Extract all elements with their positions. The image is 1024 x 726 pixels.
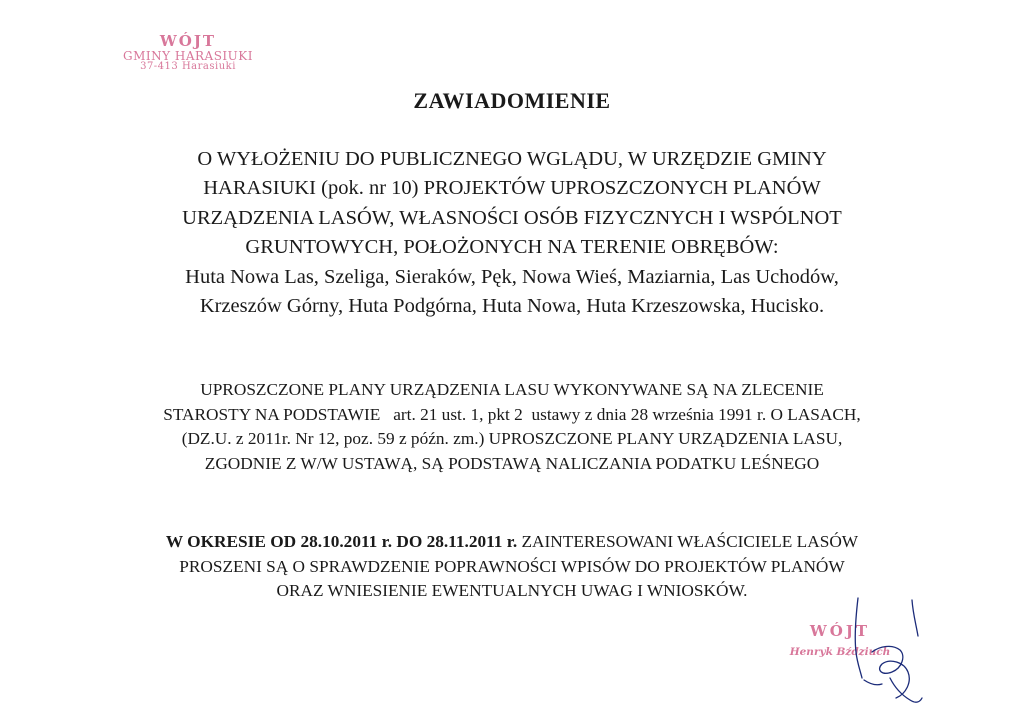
period-line: PROSZENI SĄ O SPRAWDZENIE POPRAWNOŚCI WPISÓW DO PROJEKTÓW PLANÓW [179,556,845,576]
subject-line: URZĄDZENIA LASÓW, WŁASNOŚCI OSÓB FIZYCZNYCH I WSPÓLNOT [182,206,842,229]
subject-line: Huta Nowa Las, Szeliga, Sieraków, Pęk, Nowa Wieś, Maziarnia, Las Uchodów, [185,265,839,288]
document-title: ZAWIADOMIENIE [413,88,611,113]
subject-line: O WYŁOŻENIU DO PUBLICZNEGO WGLĄDU, W URZĘDZIE GMINY [197,148,827,170]
legal-line: UPROSZCZONE PLANY URZĄDZENIA LASU WYKONYWANE SĄ NA ZLECENIE [200,380,824,399]
subject-line: HARASIUKI (pok. nr 10) PROJEKTÓW UPROSZCZONYCH PLANÓW [203,177,821,200]
stamp-top-address: 37-413 Harasiuki [140,61,236,73]
handwritten-signature [820,590,950,720]
legal-line: (DZ.U. z 2011r. Nr 12, poz. 59 z późn. zm.) UPROSZCZONE PLANY URZĄDZENIA LASU, [181,429,843,448]
official-stamp-top [88,34,288,73]
subject-line: Krzeszów Górny, Huta Podgórna, Huta Nowa, Huta Krzeszowska, Hucisko. [199,295,825,318]
stamp-bottom-title: WÓJT [809,622,871,640]
period-line: ORAZ WNIESIENIE EWENTUALNYCH UWAG I WNIOSKÓW. [276,581,748,600]
period-dates: W OKRESIE OD 28.10.2011 r. DO 28.11.2011 r. [165,532,518,551]
stamp-top-title: WÓJT [159,32,217,50]
stamp-bottom-name: Henryk Bździuch [789,646,891,658]
notice-subject [40,145,984,321]
legal-line: STAROSTY NA PODSTAWIE art. 21 ust. 1, pkt 2 ustawy z dnia 28 września 1991 r. O LASACH, [163,404,861,424]
period-text: ZAINTERESOWANI WŁAŚCICIELE LASÓW [517,532,859,551]
legal-basis-paragraph [40,378,984,476]
subject-line: GRUNTOWYCH, POŁOŻONYCH NA TERENIE OBRĘBÓW: [245,236,779,259]
stamp-top-office: GMINY HARASIUKI [123,48,253,63]
legal-line: ZGODNIE Z W/W USTAWĄ, SĄ PODSTAWĄ NALICZANIA PODATKU LEŚNEGO [204,453,820,473]
period-line [40,530,984,555]
